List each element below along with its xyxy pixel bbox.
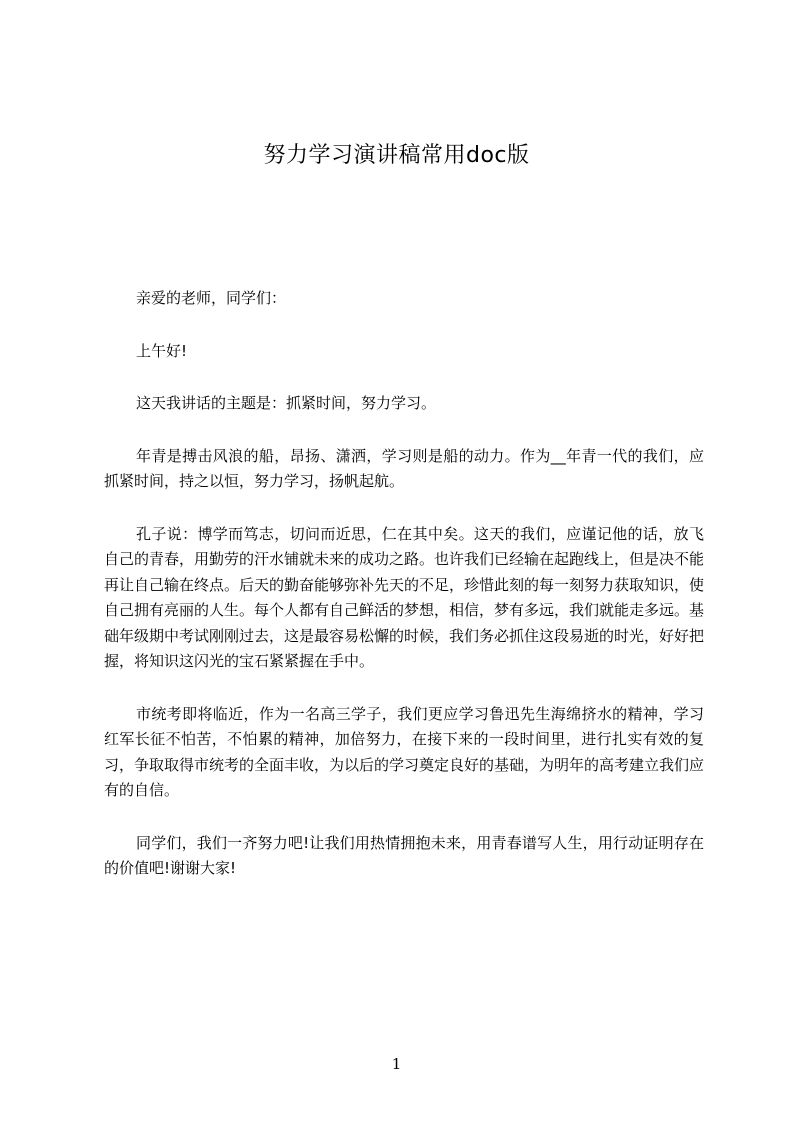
page-number: 1 xyxy=(391,1055,402,1073)
salutation-paragraph: 上午好! xyxy=(136,341,188,360)
document-body xyxy=(104,286,704,909)
youth-paragraph: 年青是搏击风浪的船，昂扬、潇洒，学习则是船的动力。作为__年青一代的我们，应抓紧时间，持之以恒，努力学习，扬帆起航。 xyxy=(104,446,704,490)
confucius-paragraph: 孔子说：博学而笃志，切问而近思，仁在其中矣。这天的我们，应谨记他的话，放飞自己的青春，用勤劳的汗水铺就未来的成功之路。也许我们已经输在起跑线上，但是决不能再让自己输在终点。后天的勤奋能够弥补先天的不足，珍惜此刻的每一刻努力获取知识，使自己拥有亮丽的人生。每个人都有自己鲜活的梦想，相信，梦有多远，我们就能走多远。基础年级期中考试刚刚过去，这是最容易松懈的时候，我们务必抓住这段易逝的时光，好好把握，将知识这闪光的宝石紧紧握在手中。 xyxy=(104,524,705,670)
closing-paragraph: 同学们，我们一齐努力吧!让我们用热情拥抱未来，用青春谱写人生，用行动证明存在的价值吧!谢谢大家! xyxy=(104,833,704,877)
document-title: 努力学习演讲稿常用doc版 xyxy=(263,143,530,168)
greeting-paragraph: 亲爱的老师，同学们： xyxy=(136,289,287,307)
topic-paragraph: 这天我讲话的主题是：抓紧时间，努力学习。 xyxy=(136,394,437,412)
exam-paragraph: 市统考即将临近，作为一名高三学子，我们更应学习鲁迅先生海绵挤水的精神，学习红军长征不怕苦，不怕累的精神，加倍努力，在接下来的一段时间里，进行扎实有效的复习，争取取得市统考的全面丰收，为以后的学习奠定良好的基础，为明年的高考建立我们应有的自信。 xyxy=(104,704,705,799)
